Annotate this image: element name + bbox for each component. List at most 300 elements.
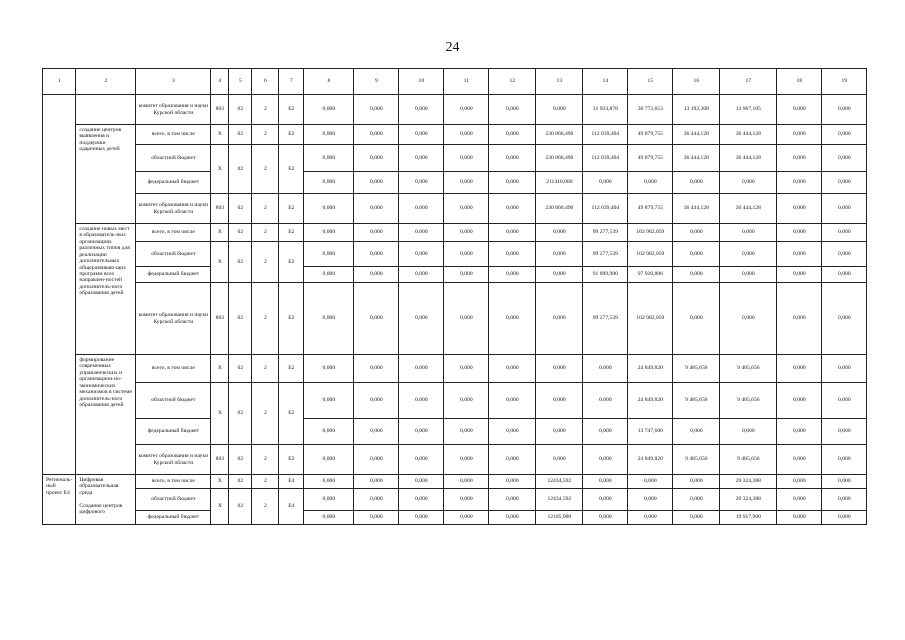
code-cell: 803 [211, 95, 229, 125]
value-cell: 99 277,539 [583, 283, 628, 355]
code-cell: 02 [229, 194, 252, 224]
value-cell: 230 860,490 [536, 145, 583, 172]
table-row [43, 383, 867, 419]
value-cell: 0,000 [399, 355, 444, 383]
value-cell: 0,000 [489, 172, 536, 194]
code-cell: Е2 [279, 145, 304, 194]
value-cell: 12185,900 [536, 511, 583, 525]
value-cell: 0,000 [822, 445, 867, 475]
value-cell: 0,000 [444, 475, 489, 489]
value-cell: 0,000 [489, 194, 536, 224]
value-cell: 13 967,105 [720, 95, 777, 125]
value-cell: 0,000 [583, 355, 628, 383]
value-cell: 0,000 [399, 145, 444, 172]
value-cell: 0,000 [777, 224, 822, 242]
column-header: 11 [444, 69, 489, 95]
funding-source: всего, в том числе [136, 125, 211, 145]
value-cell: 112 039,404 [583, 194, 628, 224]
column-header: 17 [720, 69, 777, 95]
table-row [43, 419, 867, 445]
value-cell: 36 444,128 [673, 145, 720, 172]
value-cell: 0,000 [444, 283, 489, 355]
column-header: 13 [536, 69, 583, 95]
funding-source: федеральный бюджет [136, 172, 211, 194]
value-cell: 0,000 [354, 475, 399, 489]
value-cell: 0,000 [583, 419, 628, 445]
value-cell: 0,000 [444, 194, 489, 224]
value-cell: 102 982,059 [628, 242, 673, 267]
value-cell: 0,000 [489, 267, 536, 283]
value-cell: 0,000 [777, 172, 822, 194]
column-header: 16 [673, 69, 720, 95]
value-cell: 31 933,878 [583, 95, 628, 125]
table-row [43, 224, 867, 242]
code-cell: 2 [252, 283, 279, 355]
funding-source: комитет образования и науки Курской области [136, 283, 211, 355]
value-cell: 0,000 [354, 145, 399, 172]
value-cell: 0,000 [444, 172, 489, 194]
value-cell: 0,000 [399, 419, 444, 445]
code-cell: 2 [252, 475, 279, 489]
value-cell: 0,000 [354, 489, 399, 511]
code-cell: 02 [229, 489, 252, 525]
value-cell: 0,000 [399, 445, 444, 475]
code-cell: X [211, 489, 229, 525]
funding-source: федеральный бюджет [136, 267, 211, 283]
value-cell: 0,000 [304, 145, 354, 172]
value-cell: 0,000 [536, 419, 583, 445]
table-row [43, 242, 867, 267]
value-cell: 49 879,755 [628, 125, 673, 145]
column-header: 6 [252, 69, 279, 95]
value-cell: 36 444,128 [720, 194, 777, 224]
value-cell: 0,000 [304, 445, 354, 475]
value-cell: 0,000 [489, 355, 536, 383]
value-cell: 0,000 [489, 511, 536, 525]
code-cell: 2 [252, 194, 279, 224]
value-cell: 0,000 [444, 125, 489, 145]
value-cell: 0,000 [354, 194, 399, 224]
funding-source: федеральный бюджет [136, 511, 211, 525]
funding-source: всего, в том числе [136, 224, 211, 242]
value-cell: 0,000 [720, 242, 777, 267]
value-cell: 0,000 [822, 355, 867, 383]
code-cell: 02 [229, 125, 252, 145]
code-cell: Е4 [279, 475, 304, 489]
column-header: 18 [777, 69, 822, 95]
value-cell: 0,000 [822, 489, 867, 511]
value-cell: 0,000 [628, 475, 673, 489]
value-cell: 0,000 [489, 383, 536, 419]
value-cell: 0,000 [777, 242, 822, 267]
value-cell: 20 324,388 [720, 489, 777, 511]
value-cell: 9 485,656 [673, 383, 720, 419]
value-cell: 0,000 [822, 475, 867, 489]
column-header: 2 [76, 69, 136, 95]
code-cell: Е2 [279, 445, 304, 475]
value-cell: 0,000 [444, 355, 489, 383]
value-cell: 0,000 [822, 419, 867, 445]
value-cell: 0,000 [444, 445, 489, 475]
value-cell: 230 860,490 [536, 125, 583, 145]
value-cell: 0,000 [304, 267, 354, 283]
code-cell: 2 [252, 355, 279, 383]
value-cell: 0,000 [822, 145, 867, 172]
value-cell: 19 917,900 [720, 511, 777, 525]
value-cell: 0,000 [489, 283, 536, 355]
value-cell: 0,000 [673, 489, 720, 511]
value-cell: 0,000 [777, 145, 822, 172]
value-cell: 0,000 [444, 95, 489, 125]
table-row [43, 95, 867, 125]
funding-source: комитет образования и науки Курской области [136, 95, 211, 125]
value-cell: 0,000 [536, 283, 583, 355]
value-cell: 0,000 [673, 475, 720, 489]
code-cell: X [211, 242, 229, 283]
value-cell: 0,000 [673, 511, 720, 525]
value-cell: 0,000 [489, 489, 536, 511]
value-cell: 0,000 [822, 125, 867, 145]
value-cell: 0,000 [444, 224, 489, 242]
value-cell: 0,000 [304, 511, 354, 525]
value-cell: 49 879,755 [628, 145, 673, 172]
value-cell: 0,000 [777, 419, 822, 445]
value-cell: 0,000 [673, 419, 720, 445]
value-cell: 0,000 [777, 445, 822, 475]
activity-name: создание новых мест в образователь-ных организациях различных типов для реализации дополнительных общеразвиваю-щих программ всех направлен-ностей дополнитель-ного образования детей [76, 224, 136, 355]
value-cell: 0,000 [583, 475, 628, 489]
activity-name: Цифровая образовательная среда Создание центров цифрового [76, 475, 136, 525]
code-cell: 2 [252, 242, 279, 283]
value-cell: 0,000 [354, 511, 399, 525]
table-row [43, 283, 867, 355]
column-header: 12 [489, 69, 536, 95]
value-cell: 0,000 [489, 419, 536, 445]
column-header: 14 [583, 69, 628, 95]
code-cell: 02 [229, 383, 252, 445]
value-cell: 0,000 [583, 489, 628, 511]
value-cell: 0,000 [673, 242, 720, 267]
value-cell: 0,000 [399, 172, 444, 194]
value-cell: 0,000 [777, 475, 822, 489]
value-cell: 0,000 [536, 242, 583, 267]
value-cell: 0,000 [304, 194, 354, 224]
value-cell: 9 485,656 [720, 383, 777, 419]
value-cell: 99 277,539 [583, 224, 628, 242]
code-cell: 02 [229, 95, 252, 125]
value-cell: 0,000 [673, 267, 720, 283]
value-cell: 0,000 [399, 267, 444, 283]
value-cell: 0,000 [628, 511, 673, 525]
value-cell: 0,000 [673, 283, 720, 355]
cell-col2 [76, 95, 136, 125]
column-header: 15 [628, 69, 673, 95]
value-cell: 0,000 [720, 267, 777, 283]
table-row [43, 125, 867, 145]
value-cell: 0,000 [444, 511, 489, 525]
funding-source: федеральный бюджет [136, 419, 211, 445]
value-cell: 0,000 [583, 383, 628, 419]
value-cell: 24 849,820 [628, 445, 673, 475]
column-header: 8 [304, 69, 354, 95]
value-cell: 0,000 [304, 419, 354, 445]
value-cell: 0,000 [777, 194, 822, 224]
value-cell: 24 849,820 [628, 355, 673, 383]
value-cell: 0,000 [822, 224, 867, 242]
value-cell: 0,000 [444, 383, 489, 419]
value-cell: 0,000 [304, 125, 354, 145]
value-cell: 0,000 [304, 475, 354, 489]
value-cell: 0,000 [304, 489, 354, 511]
value-cell: 0,000 [673, 224, 720, 242]
code-cell: 2 [252, 95, 279, 125]
value-cell: 0,000 [354, 95, 399, 125]
value-cell: 102 982,059 [628, 224, 673, 242]
code-cell: Е2 [279, 95, 304, 125]
code-cell: Е4 [279, 489, 304, 525]
value-cell: 0,000 [720, 172, 777, 194]
value-cell: 0,000 [399, 489, 444, 511]
table-row [43, 267, 867, 283]
code-cell: Е2 [279, 283, 304, 355]
value-cell: 0,000 [822, 95, 867, 125]
funding-source: комитет образования и науки Курской области [136, 194, 211, 224]
value-cell: 230 860,490 [536, 194, 583, 224]
header-row [43, 69, 867, 95]
value-cell: 0,000 [354, 242, 399, 267]
column-header: 3 [136, 69, 211, 95]
code-cell: 2 [252, 125, 279, 145]
value-cell: 0,000 [822, 383, 867, 419]
code-cell: 02 [229, 355, 252, 383]
value-cell: 0,000 [354, 355, 399, 383]
value-cell: 0,000 [822, 172, 867, 194]
code-cell: 2 [252, 145, 279, 194]
value-cell: 0,000 [822, 511, 867, 525]
value-cell: 0,000 [583, 511, 628, 525]
activity-name: формирование современных управленческих и организацион-но-экономических механизмов в системе дополнитель-ного образования детей [76, 355, 136, 475]
value-cell: 0,000 [536, 267, 583, 283]
funding-source: областной бюджет [136, 145, 211, 172]
value-cell: 0,000 [489, 95, 536, 125]
value-cell: 49 879,755 [628, 194, 673, 224]
value-cell: 0,000 [777, 95, 822, 125]
value-cell: 12434,592 [536, 489, 583, 511]
value-cell: 0,000 [536, 224, 583, 242]
value-cell: 0,000 [354, 283, 399, 355]
value-cell: 9 485,656 [720, 355, 777, 383]
code-cell: 02 [229, 475, 252, 489]
table-row [43, 172, 867, 194]
code-cell: Е2 [279, 383, 304, 445]
cell-col1 [43, 95, 76, 475]
value-cell: 112 039,404 [583, 125, 628, 145]
value-cell: 0,000 [489, 145, 536, 172]
code-cell: 2 [252, 383, 279, 445]
value-cell: 0,000 [304, 283, 354, 355]
value-cell: 0,000 [399, 95, 444, 125]
value-cell: 0,000 [354, 383, 399, 419]
value-cell: 0,000 [822, 242, 867, 267]
code-cell: 02 [229, 145, 252, 194]
code-cell: Е2 [279, 125, 304, 145]
code-cell: Е2 [279, 194, 304, 224]
value-cell: 13 747,600 [628, 419, 673, 445]
code-cell: 2 [252, 445, 279, 475]
value-cell: 36 444,128 [673, 125, 720, 145]
code-cell: 2 [252, 489, 279, 525]
value-cell: 97 920,806 [628, 267, 673, 283]
code-cell: 2 [252, 224, 279, 242]
value-cell: 36 444,128 [720, 145, 777, 172]
value-cell: 0,000 [720, 224, 777, 242]
value-cell: 0,000 [354, 224, 399, 242]
value-cell: 0,000 [399, 283, 444, 355]
value-cell: 0,000 [673, 172, 720, 194]
value-cell: 0,000 [399, 224, 444, 242]
value-cell: 0,000 [536, 445, 583, 475]
value-cell: 0,000 [489, 242, 536, 267]
value-cell: 0,000 [822, 194, 867, 224]
code-cell: X [211, 355, 229, 383]
column-header: 5 [229, 69, 252, 95]
value-cell: 24 849,820 [628, 383, 673, 419]
funding-source: областной бюджет [136, 489, 211, 511]
value-cell: 0,000 [777, 511, 822, 525]
funding-source: областной бюджет [136, 383, 211, 419]
column-header: 1 [43, 69, 76, 95]
project-name: Региональ-ный проект Е4 [43, 475, 76, 525]
value-cell: 0,000 [489, 445, 536, 475]
code-cell: X [211, 475, 229, 489]
funding-source: всего, в том числе [136, 475, 211, 489]
code-cell: 02 [229, 224, 252, 242]
value-cell: 0,000 [822, 283, 867, 355]
value-cell: 0,000 [444, 242, 489, 267]
table-row [43, 489, 867, 511]
value-cell: 0,000 [304, 224, 354, 242]
table-row [43, 475, 867, 489]
value-cell: 0,000 [583, 172, 628, 194]
value-cell: 0,000 [777, 267, 822, 283]
value-cell: 0,000 [399, 383, 444, 419]
value-cell: 0,000 [399, 194, 444, 224]
value-cell: 0,000 [536, 383, 583, 419]
value-cell: 0,000 [399, 242, 444, 267]
value-cell: 0,000 [444, 267, 489, 283]
value-cell: 0,000 [777, 489, 822, 511]
value-cell: 0,000 [536, 355, 583, 383]
value-cell: 0,000 [354, 445, 399, 475]
value-cell: 9 485,656 [720, 445, 777, 475]
code-cell: 02 [229, 283, 252, 355]
activity-name: создание центров выявления и поддержки одаренных детей [76, 125, 136, 224]
table-row [43, 145, 867, 172]
code-cell: Е2 [279, 242, 304, 283]
value-cell: 0,000 [489, 224, 536, 242]
value-cell: 0,000 [354, 267, 399, 283]
code-cell: X [211, 383, 229, 445]
value-cell: 0,000 [304, 95, 354, 125]
table-row [43, 445, 867, 475]
funding-source: областной бюджет [136, 242, 211, 267]
budget-table [42, 68, 867, 525]
column-header: 10 [399, 69, 444, 95]
value-cell: 0,000 [444, 145, 489, 172]
value-cell: 0,000 [444, 419, 489, 445]
value-cell: 0,000 [444, 489, 489, 511]
value-cell: 0,000 [304, 172, 354, 194]
value-cell: 211410,000 [536, 172, 583, 194]
value-cell: 0,000 [304, 383, 354, 419]
code-cell: 02 [229, 242, 252, 283]
value-cell: 0,000 [536, 95, 583, 125]
value-cell: 0,000 [822, 267, 867, 283]
value-cell: 0,000 [489, 475, 536, 489]
table-row [43, 355, 867, 383]
code-cell: Е2 [279, 355, 304, 383]
value-cell: 36 772,653 [628, 95, 673, 125]
value-cell: 0,000 [304, 355, 354, 383]
code-cell: X [211, 145, 229, 194]
value-cell: 36 444,128 [720, 125, 777, 145]
column-header: 9 [354, 69, 399, 95]
funding-source: всего, в том числе [136, 355, 211, 383]
value-cell: 9 485,656 [673, 355, 720, 383]
value-cell: 0,000 [489, 125, 536, 145]
value-cell: 36 444,128 [673, 194, 720, 224]
value-cell: 0,000 [720, 283, 777, 355]
value-cell: 0,000 [583, 445, 628, 475]
value-cell: 13 192,308 [673, 95, 720, 125]
table-row [43, 194, 867, 224]
value-cell: 0,000 [354, 419, 399, 445]
value-cell: 102 982,059 [628, 283, 673, 355]
value-cell: 0,000 [628, 172, 673, 194]
code-cell: 803 [211, 283, 229, 355]
column-header: 4 [211, 69, 229, 95]
value-cell: 0,000 [399, 511, 444, 525]
code-cell: 02 [229, 445, 252, 475]
value-cell: 0,000 [777, 383, 822, 419]
value-cell: 0,000 [399, 125, 444, 145]
value-cell: 0,000 [777, 125, 822, 145]
value-cell: 0,000 [304, 242, 354, 267]
value-cell: 9 485,656 [673, 445, 720, 475]
value-cell: 20 324,388 [720, 475, 777, 489]
code-cell: X [211, 125, 229, 145]
value-cell: 0,000 [777, 283, 822, 355]
code-cell: Е2 [279, 224, 304, 242]
value-cell: 0,000 [354, 125, 399, 145]
value-cell: 0,000 [354, 172, 399, 194]
code-cell: X [211, 224, 229, 242]
column-header: 7 [279, 69, 304, 95]
funding-source: комитет образования и науки Курской области [136, 445, 211, 475]
value-cell: 91 099,900 [583, 267, 628, 283]
value-cell: 0,000 [399, 475, 444, 489]
value-cell: 12434,592 [536, 475, 583, 489]
value-cell: 99 277,539 [583, 242, 628, 267]
column-header: 19 [822, 69, 867, 95]
page-number: 24 [445, 40, 460, 55]
table-row [43, 511, 867, 525]
code-cell: 803 [211, 445, 229, 475]
code-cell: 803 [211, 194, 229, 224]
value-cell: 0,000 [777, 355, 822, 383]
value-cell: 0,000 [628, 489, 673, 511]
value-cell: 0,000 [720, 419, 777, 445]
